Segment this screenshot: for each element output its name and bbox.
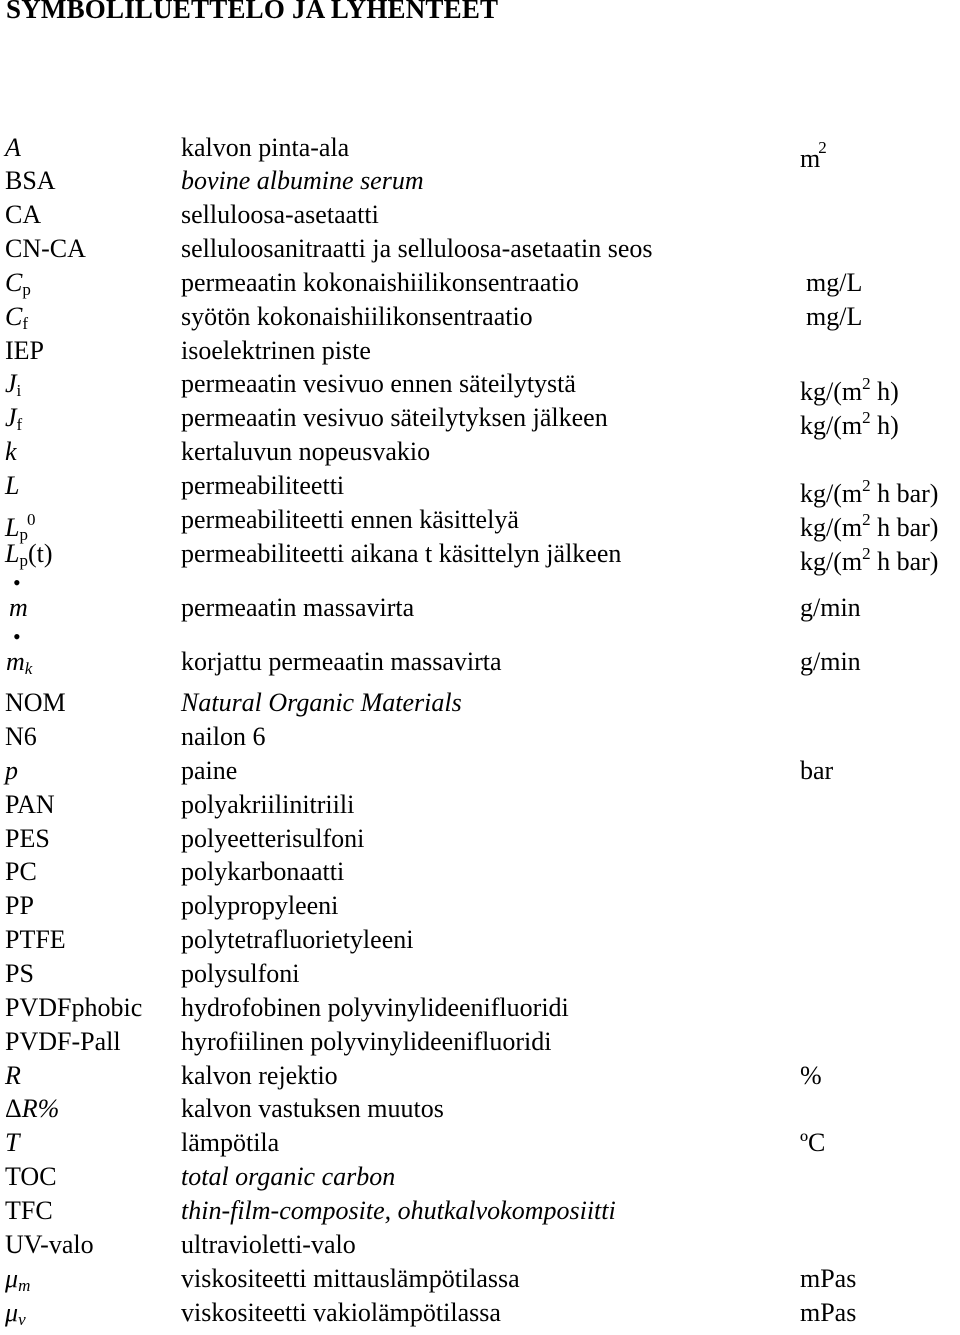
description: selluloosa-asetaatti [181,200,379,229]
symbol: PTFE [5,925,66,954]
unit: $m^2$ [800,138,827,173]
symbol: $L_p^0$ [5,510,36,544]
symbol-row-Lp0 [0,505,960,544]
symbol: PAN [5,790,55,819]
description: hyrofiilinen polyvinylideenifluoridi [181,1027,552,1056]
symbol-row-PES [0,824,960,854]
unit: g/min [800,593,861,622]
symbol-row-p [0,756,960,786]
description: nailon 6 [181,722,266,751]
description: permeabiliteetti [181,471,345,500]
symbol: TFC [5,1196,53,1225]
symbol: μm [5,1264,31,1295]
symbol-row-Cp [0,268,960,298]
symbol: m [9,593,28,622]
description: ultravioletti-valo [181,1230,356,1259]
symbol-row-UV-valo [0,1230,960,1260]
symbol: R [5,1061,21,1090]
description: kalvon vastuksen muutos [181,1094,444,1123]
symbol-row-mu-v [0,1298,960,1328]
symbol-row-mu-m [0,1264,960,1294]
symbol: IEP [5,336,44,365]
symbol: $C_f$ [5,302,29,333]
description: lämpötila [181,1128,280,1157]
description: polyakriilinitriili [181,790,355,819]
symbol-row-PC [0,857,960,887]
symbol: μv [5,1298,26,1329]
symbol: ΔR% [5,1094,60,1123]
unit: $kg/(m^2$ h bar) [800,544,939,576]
description: kalvon pinta-ala [181,133,350,162]
symbol: PVDF-Pall [5,1027,121,1056]
symbol-row-Cf [0,302,960,332]
description: viskositeetti mittauslämpötilassa [181,1264,520,1293]
symbol: CA [5,200,42,229]
dot-accent-icon: • [13,570,21,595]
unit: $kg/(m^2$ h) [800,408,899,440]
unit: mPas [800,1298,857,1327]
description: viskositeetti vakiolämpötilassa [181,1298,501,1327]
symbol-row-PP [0,891,960,921]
symbol: $L_p(t)$ [5,539,53,570]
symbol: PS [5,959,34,988]
symbol: CN-CA [5,234,86,263]
symbol: p [5,756,18,785]
description: korjattu permeaatin massavirta [181,647,502,676]
symbol-row-CA [0,200,960,230]
symbol-row-R [0,1061,960,1091]
symbol-row-PVDF-Pall [0,1027,960,1057]
description: thin-film-composite, ohutkalvokomposiitti [181,1196,616,1225]
description: polytetrafluorietyleeni [181,925,414,954]
description: permeaatin kokonaishiilikonsentraatio [181,268,579,297]
description: polypropyleeni [181,891,339,920]
description: kertaluvun nopeusvakio [181,437,431,466]
description: paine [181,756,238,785]
symbol: PC [5,857,37,886]
symbol-row-k [0,437,960,467]
symbol: $C_p$ [5,268,31,299]
unit: bar [800,756,834,785]
symbol-row-TOC [0,1162,960,1192]
symbol: PP [5,891,34,920]
description: permeaatin massavirta [181,593,415,622]
symbol: T [5,1128,20,1157]
symbol: A [5,133,21,162]
symbol: $J_i$ [5,369,22,400]
description: permeabiliteetti ennen käsittelyä [181,505,519,534]
symbol: UV-valo [5,1230,94,1259]
symbol-row-NOM [0,688,960,718]
symbol-row-A [0,133,960,173]
symbol-row-BSA [0,166,960,196]
dot-accent-icon: • [13,624,21,649]
symbol-row-PVDFphobic [0,993,960,1023]
description: Natural Organic Materials [181,688,462,717]
symbol-row-PS [0,959,960,989]
unit: % [800,1061,822,1090]
symbol-row-PAN [0,790,960,820]
symbol-row-mk [0,647,960,677]
symbol-row-TFC [0,1196,960,1226]
symbol-row-IEP [0,336,960,366]
symbol-row-Lpt [0,539,960,576]
description: permeaatin vesivuo säteilytyksen jälkeen [181,403,608,432]
symbol: k [5,437,17,466]
symbol: BSA [5,166,56,195]
description: polyeetterisulfoni [181,824,365,853]
description: isoelektrinen piste [181,336,371,365]
unit: $kg/(m^2$ h bar) [800,476,939,508]
symbol-row-L [0,471,960,508]
symbol-row-Jf [0,403,960,440]
description: selluloosanitraatti ja selluloosa-asetaatin seos [181,234,653,263]
symbol: $J_f$ [5,403,23,434]
symbol-row-delta-R [0,1094,960,1124]
symbol: TOC [5,1162,57,1191]
symbol-row-m [0,593,960,623]
symbol: NOM [5,688,66,717]
symbol: PVDFphobic [5,993,143,1022]
symbol-row-Ji [0,369,960,406]
description: syötön kokonaishiilikonsentraatio [181,302,533,331]
symbol: L [5,471,20,500]
description: hydrofobinen polyvinylideenifluoridi [181,993,569,1022]
unit: mPas [800,1264,857,1293]
page-title: SYMBOLILUETTELO JA LYHENTEET [6,0,499,24]
description: total organic carbon [181,1162,396,1191]
description: permeaatin vesivuo ennen säteilytystä [181,369,576,398]
unit: mg/L [806,302,863,331]
symbol-row-N6 [0,722,960,752]
description: polysulfoni [181,959,300,988]
unit: g/min [800,647,861,676]
description: polykarbonaatti [181,857,345,886]
description: bovine albumine serum [181,166,424,195]
symbol: PES [5,824,50,853]
unit: mg/L [806,268,863,297]
symbol-row-T [0,1128,960,1158]
symbol-row-PTFE [0,925,960,955]
symbol: N6 [5,722,37,751]
symbol: mk [6,647,33,678]
unit: $kg/(m^2$ h) [800,374,899,406]
description: kalvon rejektio [181,1061,338,1090]
symbol-row-CN-CA [0,234,960,264]
unit: ºC [800,1128,826,1157]
description: permeabiliteetti aikana t käsittelyn jälkeen [181,539,622,568]
unit: $kg/(m^2$ h bar) [800,510,939,542]
